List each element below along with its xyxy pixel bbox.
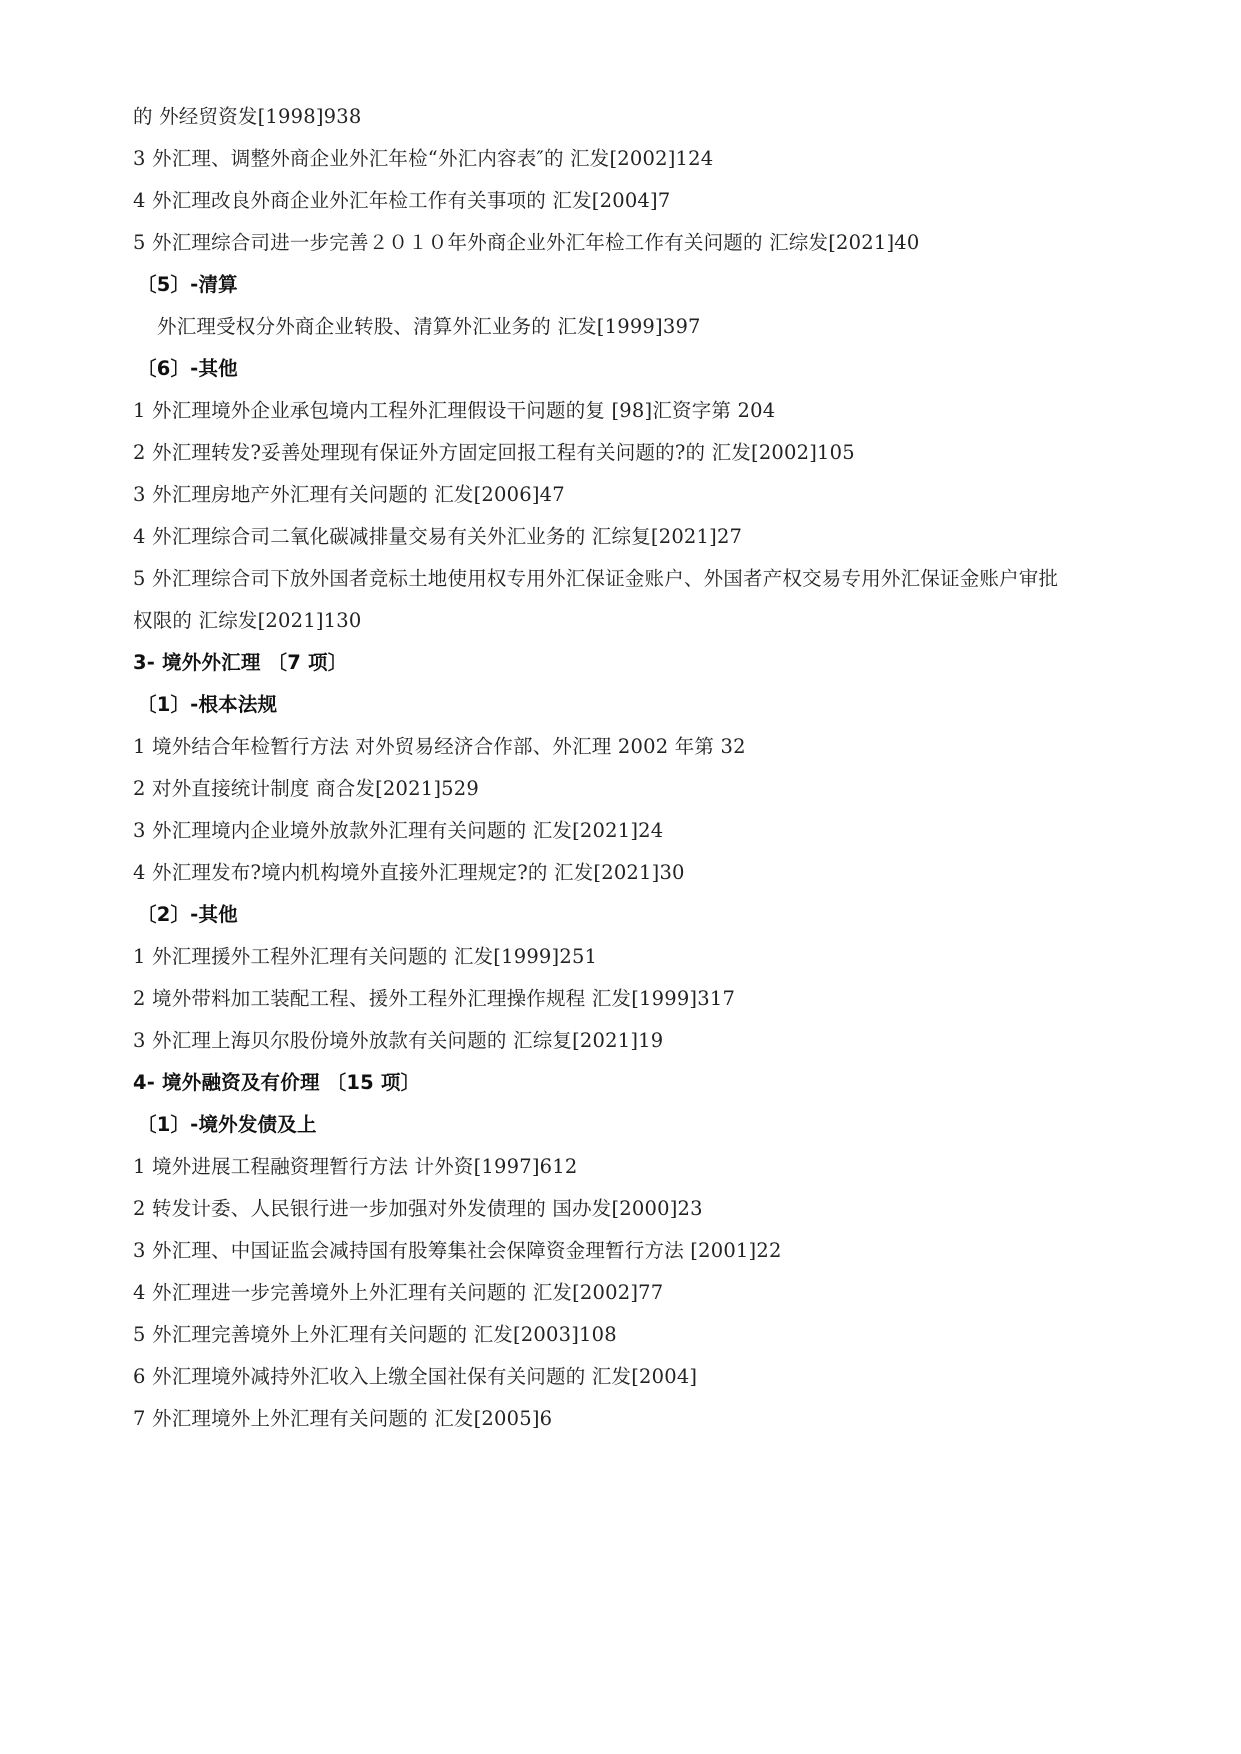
list-item: 7 外汇理境外上外汇理有关问题的 汇发[2005]6 <box>133 1407 553 1430</box>
list-item: 3 外汇理上海贝尔股份境外放款有关问题的 汇综复[2021]19 <box>133 1029 664 1052</box>
list-item: 5 外汇理完善境外上外汇理有关问题的 汇发[2003]108 <box>133 1323 617 1346</box>
list-item: 5 外汇理综合司下放外国者竞标土地使用权专用外汇保证金账户、外国者产权交易专用外汇保证金账户审批 <box>133 567 1059 590</box>
list-item: 外汇理受权分外商企业转股、清算外汇业务的 汇发[1999]397 <box>157 315 701 338</box>
list-item: 4 外汇理进一步完善境外上外汇理有关问题的 汇发[2002]77 <box>133 1281 664 1304</box>
list-item: 2 外汇理转发?妥善处理现有保证外方固定回报工程有关问题的?的 汇发[2002]105 <box>133 441 855 464</box>
list-item: 3 外汇理、中国证监会减持国有股筹集社会保障资金理暂行方法 [2001]22 <box>133 1239 782 1262</box>
subsection-heading: 〔5〕-清算 <box>137 273 238 296</box>
section-heading: 4- 境外融资及有价理 〔15 项〕 <box>133 1071 421 1094</box>
section-heading: 3- 境外外汇理 〔7 项〕 <box>133 651 348 674</box>
list-item: 2 境外带料加工装配工程、援外工程外汇理操作规程 汇发[1999]317 <box>133 987 736 1010</box>
list-item: 6 外汇理境外减持外汇收入上缴全国社保有关问题的 汇发[2004] <box>133 1365 698 1388</box>
list-item: 权限的 汇综发[2021]130 <box>133 609 362 632</box>
subsection-heading: 〔1〕-境外发债及上 <box>137 1113 317 1136</box>
subsection-heading: 〔1〕-根本法规 <box>137 693 278 716</box>
subsection-heading: 〔2〕-其他 <box>137 903 238 926</box>
list-item: 1 外汇理境外企业承包境内工程外汇理假设干问题的复 [98]汇资字第 204 <box>133 399 776 422</box>
list-item: 2 对外直接统计制度 商合发[2021]529 <box>133 777 479 800</box>
list-item: 4 外汇理发布?境内机构境外直接外汇理规定?的 汇发[2021]30 <box>133 861 685 884</box>
list-item: 3 外汇理境内企业境外放款外汇理有关问题的 汇发[2021]24 <box>133 819 664 842</box>
list-item: 5 外汇理综合司进一步完善２０１０年外商企业外汇年检工作有关问题的 汇综发[2021]40 <box>133 231 920 254</box>
list-item: 1 境外进展工程融资理暂行方法 计外资[1997]612 <box>133 1155 578 1178</box>
list-item: 1 境外结合年检暂行方法 对外贸易经济合作部、外汇理 2002 年第 32 <box>133 735 746 758</box>
subsection-heading: 〔6〕-其他 <box>137 357 238 380</box>
list-item: 3 外汇理、调整外商企业外汇年检“外汇内容表″的 汇发[2002]124 <box>133 147 714 170</box>
list-item: 的 外经贸资发[1998]938 <box>133 105 362 128</box>
list-item: 3 外汇理房地产外汇理有关问题的 汇发[2006]47 <box>133 483 565 506</box>
list-item: 2 转发计委、人民银行进一步加强对外发债理的 国办发[2000]23 <box>133 1197 703 1220</box>
list-item: 4 外汇理改良外商企业外汇年检工作有关事项的 汇发[2004]7 <box>133 189 671 212</box>
list-item: 1 外汇理援外工程外汇理有关问题的 汇发[1999]251 <box>133 945 598 968</box>
list-item: 4 外汇理综合司二氧化碳减排量交易有关外汇业务的 汇综复[2021]27 <box>133 525 743 548</box>
